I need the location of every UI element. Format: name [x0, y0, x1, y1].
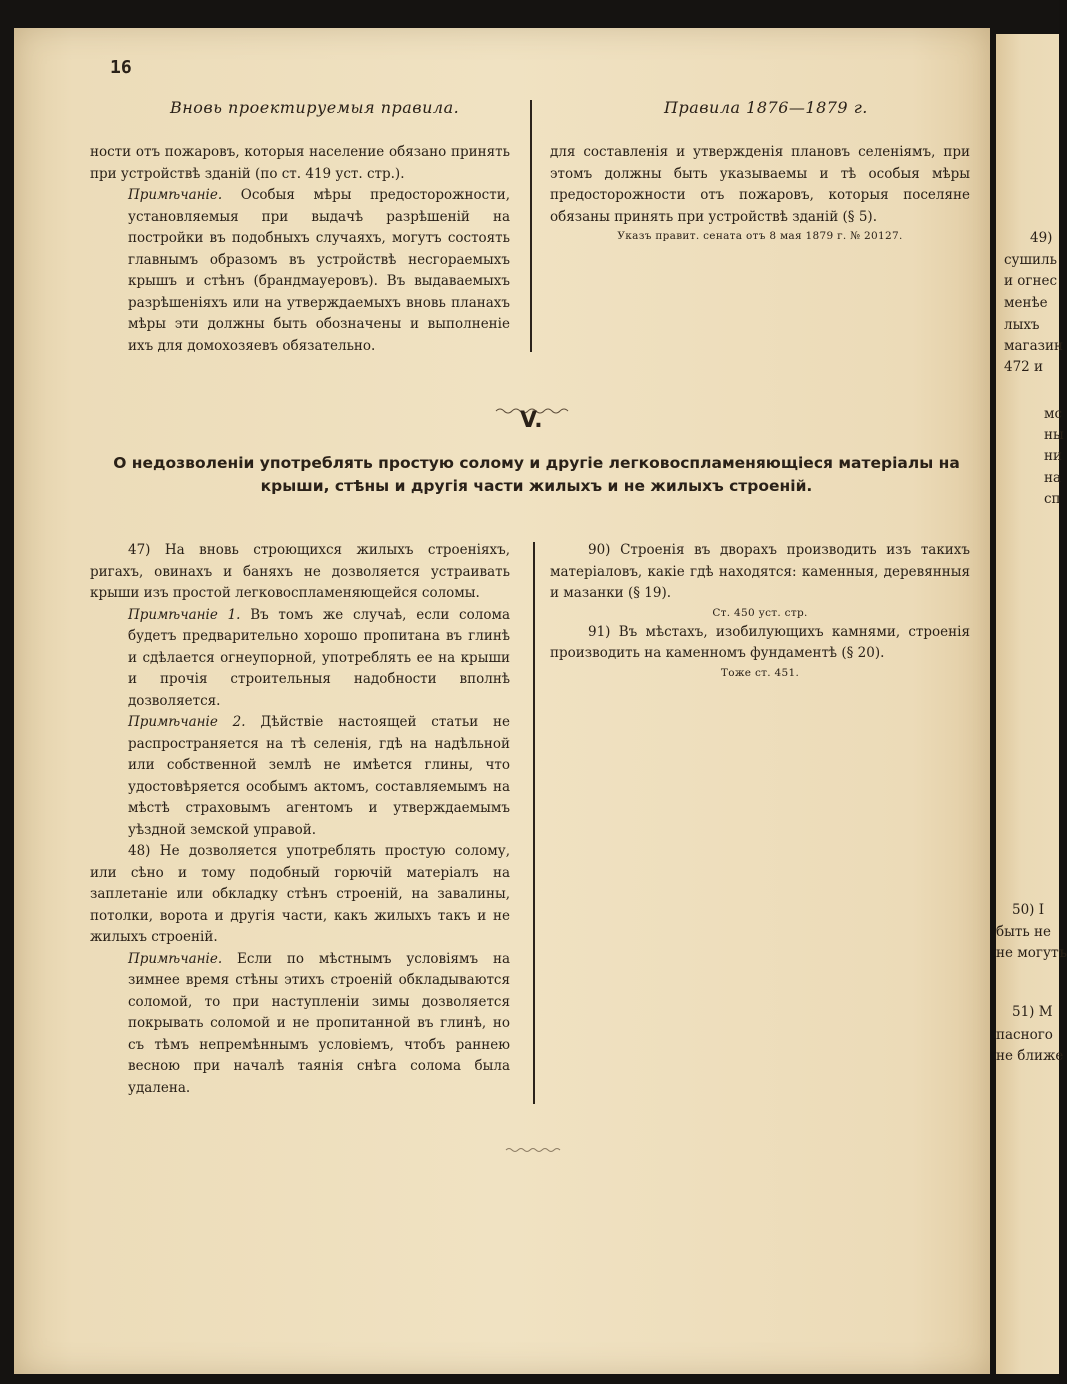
top-left-paragraph: ности отъ пожаровъ, которыя население обязано принять при устройствѣ зданій (по ст. 419 уст. стр.). — [90, 144, 510, 182]
edge-line: 51) М — [1012, 1004, 1053, 1020]
article-90-reference: Ст. 450 уст. стр. — [712, 606, 808, 619]
top-column-divider — [530, 100, 532, 352]
edge-line: мс — [1044, 406, 1063, 422]
edge-line: сушиль — [1004, 252, 1057, 268]
article-47-note-1 — [90, 605, 510, 713]
note-label: Примѣчаніе 1. — [128, 606, 241, 623]
top-right-reference: Указъ правит. сената отъ 8 мая 1879 г. № 20127. — [617, 230, 903, 242]
edge-line: не могутъ — [996, 945, 1067, 961]
edge-line: 50) I — [1012, 902, 1045, 918]
article-48: 48) Не дозволяется употреблять простую солому, или сѣно и тому подобный горючій матеріалъ на заплетаніе или обкладку стѣнъ строеній, на завалины, потолки, ворота и другія части, какъ жилыхъ такъ и не жилыхъ строеній. — [90, 843, 510, 945]
edge-line: не ближе — [996, 1048, 1064, 1064]
edge-line: лыхъ — [1004, 317, 1040, 333]
left-column-header: Вновь проектируемыя правила. — [170, 98, 460, 117]
edge-line: ни — [1044, 448, 1062, 464]
article-91-reference: Тоже ст. 451. — [720, 666, 800, 679]
edge-line: менѣе — [1004, 295, 1048, 311]
edge-line: ны — [1044, 427, 1064, 443]
note-label: Примѣчаніе. — [128, 950, 223, 967]
top-left-column — [90, 142, 510, 357]
article-48-note — [90, 949, 510, 1100]
edge-line: и огнес — [1004, 273, 1058, 289]
document-page — [14, 28, 990, 1374]
edge-line: 49) — [1030, 230, 1053, 246]
article-91: 91) Въ мѣстахъ, изобилующихъ камнями, строенія производить на каменномъ фундаментѣ (§ 20). — [550, 623, 970, 661]
note-label: Примѣчаніе 2. — [128, 714, 246, 730]
next-page-edge — [996, 34, 1067, 1374]
article-47: 47) На вновь строющихся жилыхъ строеніяхъ, ригахъ, овинахъ и баняхъ не дозволяется устраивать крыши изъ простой легковоспламеняющейся соломы. — [90, 542, 510, 601]
note-text: Особыя мѣры предосторожности, установляемыя при выдачѣ разрѣшеній на постройки въ подобныхъ случаяхъ, могутъ состоять главнымъ образомъ въ устройствѣ несгораемыхъ крышъ и стѣнъ (брандмауеровъ). Въ выдаваемыхъ разрѣшеніяхъ или на утверждаемыхъ вновь планахъ мѣры эти должны быть обозначены и выполненіе ихъ для домохозяевъ обязательно. — [128, 187, 510, 354]
top-right-column — [550, 142, 970, 245]
edge-line: пасного — [996, 1027, 1053, 1043]
edge-line: магазин — [1004, 338, 1064, 354]
top-right-paragraph: для составленія и утвержденія плановъ селеніямъ, при этомъ должны быть указываемы и тѣ особыя мѣры предосторожности отъ пожаровъ, которыя поселяне обязаны принять при устройствѣ зданій (§ 5). — [550, 144, 970, 225]
note-text: Если по мѣстнымъ условіямъ на зимнее время стѣны этихъ строеній обкладываются соломой, то при наступленіи зимы дозволяется покрывать соломой и не пропитанной въ глинѣ, но съ тѣмъ непремѣннымъ условіемъ, чтобъ раннею весною при началѣ таянія снѣга солома была удалена. — [128, 950, 510, 1096]
edge-line: быть не — [996, 924, 1051, 940]
section-number: V. — [520, 408, 543, 433]
edge-line: сп — [1044, 491, 1061, 507]
note-text: Дѣйствіе настоящей статьи не распространяется на тѣ селенія, гдѣ на надѣльной или собственной землѣ не имѣется глины, что удостовѣряется особымъ актомъ, составляемымъ на мѣстѣ страховымъ агентомъ и утверждаемымъ уѣздной земской управой. — [128, 714, 511, 838]
right-column-header: Правила 1876—1879 г. — [664, 98, 868, 117]
edge-line: 472 и — [1004, 359, 1044, 375]
bottom-column-divider — [533, 542, 535, 1104]
article-47-note-2 — [90, 712, 510, 841]
note-text: Въ томъ же случаѣ, если солома будетъ предварительно хорошо пропитана въ глинѣ и сдѣлается огнеупорной, употреблять ее на крыши и прочія строительныя надобности вполнѣ дозволяется. — [128, 606, 510, 709]
bottom-left-column — [90, 540, 510, 1099]
top-left-note — [90, 185, 510, 357]
note-label: Примѣчаніе. — [128, 187, 223, 203]
bottom-ornament — [504, 1146, 564, 1154]
section-title: О недозволеніи употреблять простую солому и другіе легковоспламеняющіеся матеріалы на крыши, стѣны и другія части жилыхъ и не жилыхъ строеній. — [113, 454, 960, 495]
article-90: 90) Строенія въ дворахъ производить изъ такихъ матеріаловъ, какіе гдѣ находятся: каменныя, деревянныя и мазанки (§ 19). — [550, 542, 970, 601]
edge-line: на — [1044, 470, 1062, 486]
page-number: 16 — [110, 57, 132, 78]
bottom-right-column — [550, 540, 970, 682]
